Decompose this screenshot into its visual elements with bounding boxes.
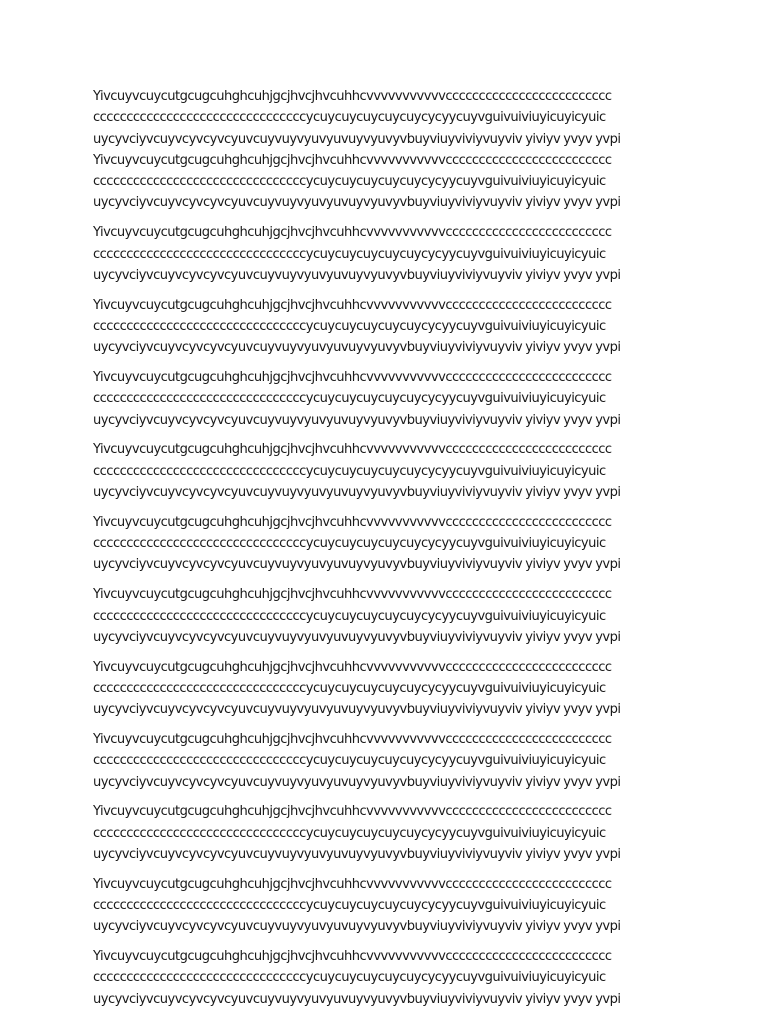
text-line: Yivcuyvcuycutgcugcuhghcuhjgcjhvcjhvcuhhcvvvvvvvvvvvccccccccccccccccccccccccc (93, 587, 612, 603)
text-line: Yivcuyvcuycutgcugcuhghcuhjgcjhvcjhvcuhhcvvvvvvvvvvvccccccccccccccccccccccccc (93, 659, 612, 675)
paragraph-6 (93, 512, 683, 576)
text-line: Yivcuyvcuycutgcugcuhghcuhjgcjhvcjhvcuhhcvvvvvvvvvvvccccccccccccccccccccccccc (93, 949, 612, 965)
text-line: Yivcuyvcuycutgcugcuhghcuhjgcjhvcjhvcuhhcvvvvvvvvvvvccccccccccccccccccccccccc (93, 89, 612, 104)
text-line: ccccccccccccccccccccccccccccccccycuycuycuycuycuycycyycuyvguivuiviuyicuyicyuic (93, 318, 606, 334)
text-line: Yivcuyvcuycutgcugcuhghcuhjgcjhvcjhvcuhhcvvvvvvvvvvvccccccccccccccccccccccccc (93, 225, 612, 241)
paragraph-1 (93, 86, 683, 214)
text-line: ccccccccccccccccccccccccccccccccycuycuycuycuycuycycyycuyvguivuiviuyicuyicyuic (93, 753, 606, 769)
text-line: uycyvciyvcuyvcyvcyvcyuvcuyvuyvyuvyuvuyvyuvyvbuyviuyviviyvuyviv yiviyv yvyv yvpi (93, 629, 621, 645)
text-line: uycyvciyvcuyvcyvcyvcyuvcuyvuyvyuvyuvuyvyuvyvbuyviuyviviyvuyviv yiviyv yvyv yvpi (93, 919, 621, 935)
text-line: ccccccccccccccccccccccccccccccccycuycuycuycuycuycycyycuyvguivuiviuyicuyicyuic (93, 898, 606, 914)
text-line: uycyvciyvcuyvcyvcyvcyuvcuyvuyvyuvyuvuyvyuvyvbuyviuyviviyvuyviv yiviyv yvyv yvpi (93, 702, 621, 718)
paragraph-12 (93, 946, 683, 1010)
paragraph-7 (93, 584, 683, 648)
text-line: uycyvciyvcuyvcyvcyvcyuvcuyvuyvyuvyuvuyvyuvyvbuyviuyviviyvuyviv yiviyv yvyv yvpi (93, 485, 621, 501)
text-line: ccccccccccccccccccccccccccccccccycuycuycuycuycuycycyycuyvguivuiviuyicuyicyuic (93, 174, 606, 190)
paragraph-4 (93, 367, 683, 431)
text-line: ccccccccccccccccccccccccccccccccycuycuycuycuycuycycyycuyvguivuiviuyicuyicyuic (93, 536, 606, 552)
text-line: uycyvciyvcuyvcyvcyvcyuvcuyvuyvyuvyuvuyvyuvyvbuyviuyviviyvuyviv yiviyv yvyv yvpi (93, 991, 621, 1007)
text-line: ccccccccccccccccccccccccccccccccycuycuycuycuycuycycyycuyvguivuiviuyicuyicyuic (93, 463, 606, 479)
text-line: ccccccccccccccccccccccccccccccccycuycuycuycuycuycycyycuyvguivuiviuyicuyicyuic (93, 246, 606, 262)
text-line: uycyvciyvcuyvcyvcyvcyuvcuyvuyvyuvyuvuyvyuvyvbuyviuyviviyvuyviv yiviyv yvyv yvpi (93, 195, 621, 211)
document-body (93, 86, 683, 1010)
text-line: Yivcuyvcuycutgcugcuhghcuhjgcjhvcjhvcuhhcvvvvvvvvvvvccccccccccccccccccccccccc (93, 297, 612, 313)
text-line: ccccccccccccccccccccccccccccccccycuycuycuycuycuycycyycuyvguivuiviuyicuyicyuic (93, 680, 606, 696)
text-line: ccccccccccccccccccccccccccccccccycuycuycuycuycuycycyycuyvguivuiviuyicuyicyuic (93, 110, 606, 126)
text-line: ccccccccccccccccccccccccccccccccycuycuycuycuycuycycyycuyvguivuiviuyicuyicyuic (93, 825, 606, 841)
paragraph-8 (93, 657, 683, 721)
text-line: Yivcuyvcuycutgcugcuhghcuhjgcjhvcjhvcuhhcvvvvvvvvvvvccccccccccccccccccccccccc (93, 732, 612, 748)
text-line: uycyvciyvcuyvcyvcyvcyuvcuyvuyvyuvyuvuyvyuvyvbuyviuyviviyvuyviv yiviyv yvyv yvpi (93, 557, 621, 573)
text-line: Yivcuyvcuycutgcugcuhghcuhjgcjhvcjhvcuhhcvvvvvvvvvvvccccccccccccccccccccccccc (93, 514, 612, 530)
paragraph-5 (93, 439, 683, 503)
text-line: uycyvciyvcuyvcyvcyvcyuvcuyvuyvyuvyuvuyvyuvyvbuyviuyviviyvuyviv yiviyv yvyv yvpi (93, 774, 621, 790)
paragraph-3 (93, 295, 683, 359)
text-line: uycyvciyvcuyvcyvcyvcyuvcuyvuyvyuvyuvuyvyuvyvbuyviuyviviyvuyviv yiviyv yvyv yvpi (93, 267, 621, 283)
text-line: Yivcuyvcuycutgcugcuhghcuhjgcjhvcjhvcuhhcvvvvvvvvvvvccccccccccccccccccccccccc (93, 370, 612, 386)
text-line: uycyvciyvcuyvcyvcyvcyuvcuyvuyvyuvyuvuyvyuvyvbuyviuyviviyvuyviv yiviyv yvyv yvpi (93, 340, 621, 356)
text-line: Yivcuyvcuycutgcugcuhghcuhjgcjhvcjhvcuhhcvvvvvvvvvvvccccccccccccccccccccccccc (93, 442, 612, 458)
text-line: ccccccccccccccccccccccccccccccccycuycuycuycuycuycycyycuyvguivuiviuyicuyicyuic (93, 608, 606, 624)
text-line: Yivcuyvcuycutgcugcuhghcuhjgcjhvcjhvcuhhcvvvvvvvvvvvccccccccccccccccccccccccc (93, 152, 612, 168)
paragraph-10 (93, 801, 683, 865)
text-line: ccccccccccccccccccccccccccccccccycuycuycuycuycuycycyycuyvguivuiviuyicuyicyuic (93, 970, 606, 986)
paragraph-2 (93, 222, 683, 286)
text-line: uycyvciyvcuyvcyvcyvcyuvcuyvuyvyuvyuvuyvyuvyvbuyviuyviviyvuyviv yiviyv yvyv yvpi (93, 847, 621, 862)
text-line: uycyvciyvcuyvcyvcyvcyuvcuyvuyvyuvyuvuyvyuvyvbuyviuyviviyvuyviv yiviyv yvyv yvpi (93, 131, 621, 147)
paragraph-9 (93, 729, 683, 793)
paragraph-11 (93, 874, 683, 938)
text-line: uycyvciyvcuyvcyvcyvcyuvcuyvuyvyuvyuvuyvyuvyvbuyviuyviviyvuyviv yiviyv yvyv yvpi (93, 412, 621, 428)
text-line: Yivcuyvcuycutgcugcuhghcuhjgcjhvcjhvcuhhcvvvvvvvvvvvccccccccccccccccccccccccc (93, 804, 612, 820)
text-line: Yivcuyvcuycutgcugcuhghcuhjgcjhvcjhvcuhhcvvvvvvvvvvvccccccccccccccccccccccccc (93, 876, 612, 892)
text-line: ccccccccccccccccccccccccccccccccycuycuycuycuycuycycyycuyvguivuiviuyicuyicyuic (93, 391, 606, 407)
